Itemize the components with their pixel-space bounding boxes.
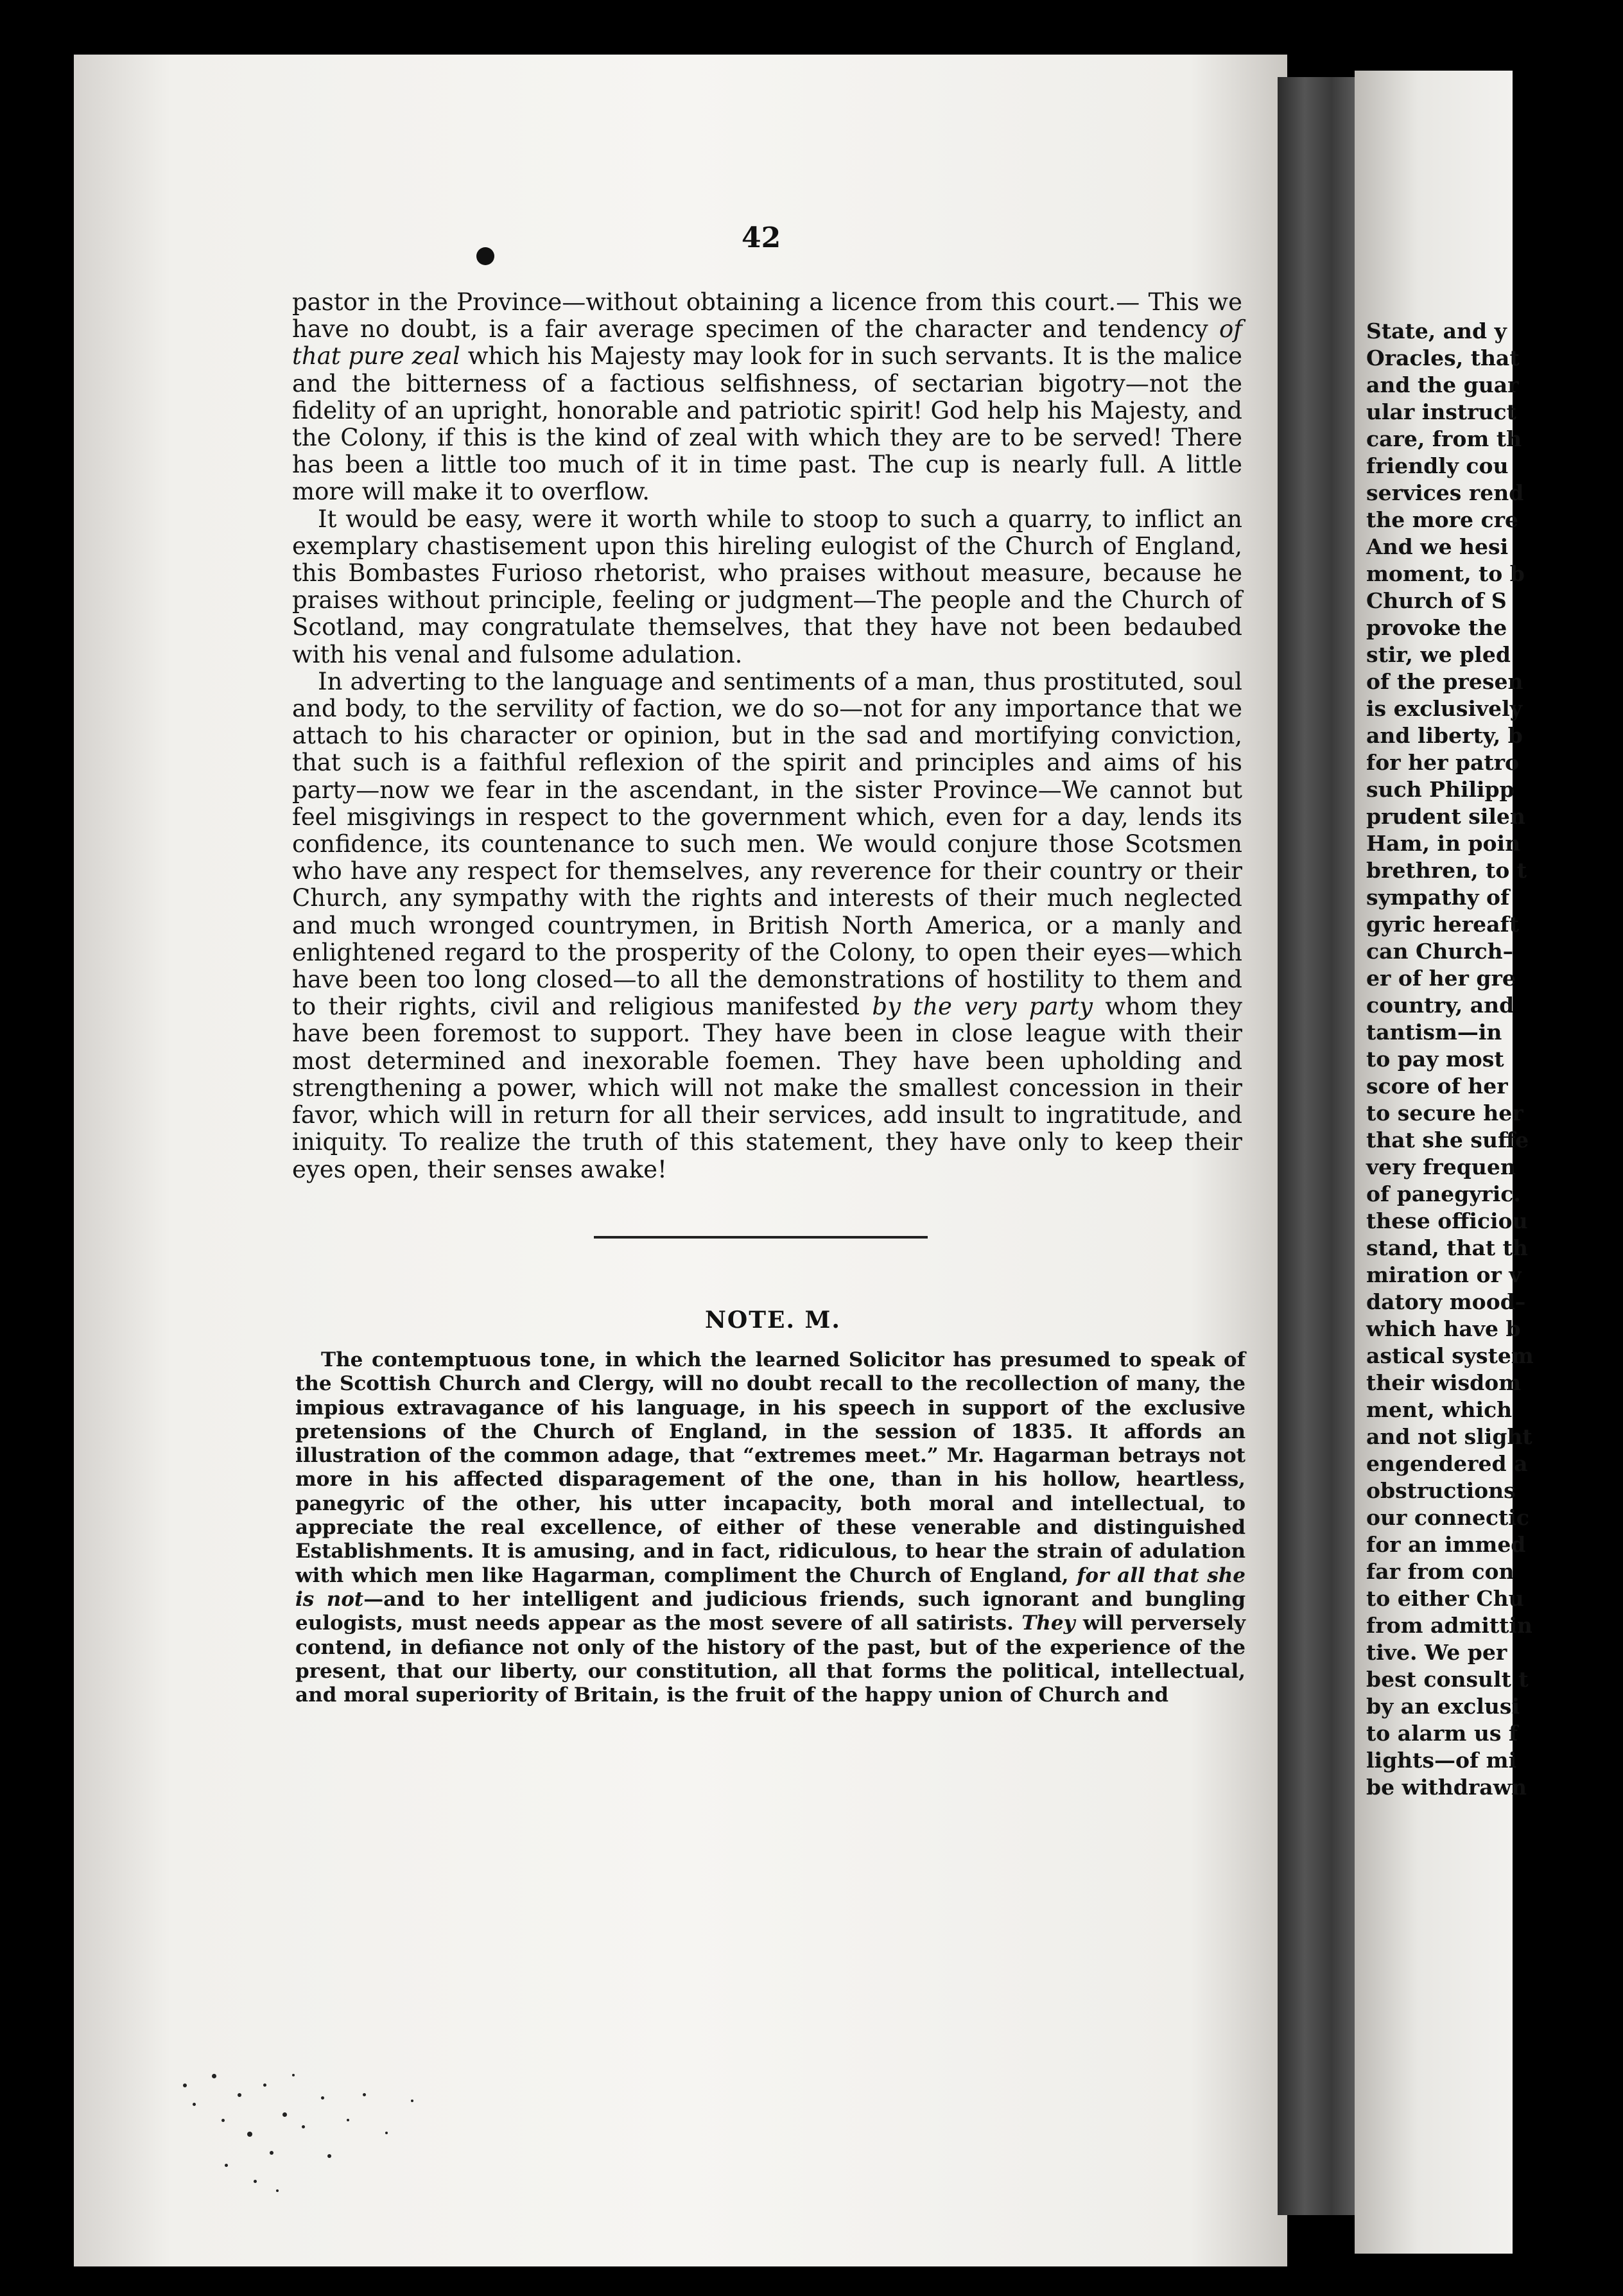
right-page-line: lights—of mi bbox=[1366, 1748, 1517, 1773]
ink-speck bbox=[347, 2119, 349, 2121]
paragraph-3: In adverting to the language and sentiments of a man, thus prostituted, soul and body, to the servility of faction, we do so—not for any importance that we attach to his character or opinion, but in the sad and mortifying conviction, that such is a faithful reflexion of the spirit and principles and aims of his party—now we fear in the ascendant, in the sister Province—We cannot but feel misgivings in respect to the government which, even for a day, lends its confidence, its countenance to such men. We would conjure those Scotsmen who have any respect for themselves, any reverence for their country or their Church, any sympathy with the rights and interests of their much neglected and much wronged countrymen, in British North America, or a manly and enlightened regard to the prosperity of the Colony, to open their eyes—which have been too long closed—to all the demonstrations of hostility to them and to their rights, civil and religious manifested by the very party whom they have been foremost to support. They have been in close league with their most determined and inexorable foemen. They have been upholding and strengthening a power, which will not make the smallest concession in their favor, which will in return for all their services, add insult to ingratitude, and iniquity. To realize the truth of this statement, they have only to keep their eyes open, their senses awake! bbox=[292, 667, 1243, 1183]
right-page-line: and liberty, b bbox=[1366, 723, 1523, 748]
right-page-line: can Church– bbox=[1366, 939, 1514, 964]
right-page-line: datory mood– bbox=[1366, 1289, 1526, 1314]
note-paragraph: The contemptuous tone, in which the learned Solicitor has presumed to speak of the Scottish Church and Clergy, will no doubt recall to the recollection of many, the impious extravagance of his language, in his speech in support of the exclusive pretensions of the Church of England, in the session of 1835. It affords an illustration of the common adage, that “extremes meet.” Mr. Hagarman betrays not more in his affected disparagement of the one, than in his hollow, heartless, panegyric of the other, his utter incapacity, both moral and intellectual, to appreciate the real excellence, of either of these venerable and distinguished Establishments. It is amusing, and in fact, ridiculous, to hear the strain of adulation with which men like Hagarman, compliment the Church of England, for all that she is not—and to her intelligent and judicious friends, such ignorant and bungling eulogists, must needs appear as the most severe of all satirists. They will perversely contend, in defiance not only of the history of the past, but of the experience of the present, that our liberty, our constitution, all that forms the political, intellectual, and moral superiority of Britain, is the fruit of the happy union of Church and bbox=[295, 1348, 1246, 1707]
ink-speck bbox=[193, 2103, 196, 2106]
right-page-line: gyric hereaft bbox=[1366, 912, 1519, 937]
right-page-line: engendered a bbox=[1366, 1451, 1528, 1476]
ink-speck bbox=[411, 2100, 413, 2102]
right-page-line: obstructions bbox=[1366, 1478, 1516, 1503]
right-page-line: be withdrawn bbox=[1366, 1775, 1527, 1800]
right-page-line: stir, we pled bbox=[1366, 642, 1511, 667]
page-right bbox=[1355, 71, 1534, 2254]
right-page-line: State, and y bbox=[1366, 318, 1507, 344]
right-page-line: by an exclusi bbox=[1366, 1694, 1520, 1719]
ink-speck bbox=[183, 2083, 187, 2087]
right-page-line: astical system bbox=[1366, 1343, 1534, 1368]
right-page-line: and the guar bbox=[1366, 372, 1519, 397]
book-spine bbox=[1278, 77, 1367, 2215]
right-page-line: moment, to b bbox=[1366, 561, 1525, 586]
ink-speck bbox=[327, 2154, 331, 2158]
paragraph-2: It would be easy, were it worth while to stoop to such a quarry, to inflict an exemplary chastisement upon this hireling eulogist of the Church of England, this Bombastes Furioso rhetorist, who praises without measure, because he praises without principle, feeling or judgment—The people and the Church of Scotland, may congratulate themselves, that they have not been bedaubed with his venal and fulsome adulation. bbox=[292, 505, 1242, 668]
right-page-line: of the presen bbox=[1366, 669, 1523, 694]
right-page-line: Oracles, that bbox=[1366, 345, 1520, 370]
right-page-line: sympathy of bbox=[1366, 885, 1510, 910]
ink-speck bbox=[247, 2132, 252, 2137]
right-page-line: Ham, in poin bbox=[1366, 831, 1521, 856]
right-page-line: to secure her bbox=[1366, 1100, 1523, 1126]
right-page-line: to alarm us f bbox=[1366, 1721, 1518, 1746]
ink-speck bbox=[282, 2112, 287, 2117]
right-page-line: tantism—in bbox=[1366, 1020, 1502, 1045]
ink-speck bbox=[363, 2093, 366, 2096]
ink-speck bbox=[221, 2119, 225, 2122]
right-page-line: for an immed bbox=[1366, 1532, 1526, 1557]
right-page-line: these officiou bbox=[1366, 1208, 1528, 1233]
ink-speck bbox=[254, 2180, 257, 2183]
right-page-line: er of her gre bbox=[1366, 966, 1516, 991]
ink-speck bbox=[385, 2132, 388, 2134]
right-page-line: to either Chu bbox=[1366, 1586, 1524, 1611]
right-page-line: ment, which bbox=[1366, 1397, 1513, 1422]
ink-speck bbox=[238, 2093, 241, 2097]
ink-speck bbox=[263, 2083, 266, 2087]
right-page-line: our connectic bbox=[1366, 1505, 1529, 1530]
right-page-line: is exclusively bbox=[1366, 696, 1522, 721]
note-title: NOTE. M. bbox=[705, 1307, 841, 1334]
ink-speck bbox=[276, 2189, 279, 2192]
right-page-line: friendly cou bbox=[1366, 453, 1509, 478]
right-page-line: that she suffe bbox=[1366, 1127, 1529, 1152]
right-page-line: their wisdom bbox=[1366, 1370, 1522, 1395]
right-page-line: such Philipp bbox=[1366, 777, 1515, 802]
right-page-line: for her patro bbox=[1366, 750, 1520, 775]
right-page-text bbox=[1366, 318, 1623, 1801]
paragraph-1: pastor in the Province—without obtaining a licence from this court.— This we have no doubt, is a fair average specimen of the character and tendency of that pure zeal which his Majesty may look for in such servants. It is the malice and the bitterness of a factious selfishness, of sectarian bigotry—not the fidelity of an upright, honorable and patriotic spirit! God help his Majesty, and the Colony, if this is the kind of zeal with which they are to be served! There has been a little too much of it in time past. The cup is nearly full. A little more will make it to overflow. bbox=[292, 288, 1242, 506]
main-text bbox=[292, 289, 1242, 1183]
ink-speck bbox=[270, 2151, 273, 2155]
section-divider bbox=[594, 1236, 928, 1239]
ink-speck bbox=[292, 2074, 295, 2076]
right-page-line: from admittin bbox=[1366, 1613, 1532, 1638]
right-page-line: the more cre bbox=[1366, 507, 1518, 532]
right-page-line: far from con bbox=[1366, 1559, 1515, 1584]
ink-speck bbox=[225, 2164, 228, 2167]
right-page-line: to pay most bbox=[1366, 1047, 1504, 1072]
right-page-line: of panegyric. bbox=[1366, 1181, 1521, 1206]
right-page-line: prudent silen bbox=[1366, 804, 1525, 829]
right-page-line: country, and bbox=[1366, 993, 1515, 1018]
ink-speck bbox=[321, 2096, 324, 2100]
page-number: 42 bbox=[742, 222, 781, 254]
right-page-line: ular instruct bbox=[1366, 399, 1516, 424]
right-page-line: provoke the bbox=[1366, 615, 1507, 640]
right-page-line: tive. We per bbox=[1366, 1640, 1507, 1665]
note-text bbox=[295, 1348, 1245, 1707]
right-page-line: services rend bbox=[1366, 480, 1524, 505]
right-page-line: which have b bbox=[1366, 1316, 1521, 1341]
right-page-line: score of her bbox=[1366, 1074, 1508, 1099]
right-page-line: and not slight bbox=[1366, 1424, 1532, 1449]
right-page-line: best consult t bbox=[1366, 1667, 1529, 1692]
right-page-line: care, from th bbox=[1366, 426, 1522, 451]
right-page-line: miration or v bbox=[1366, 1262, 1522, 1287]
ink-speck bbox=[302, 2125, 305, 2128]
ink-dot bbox=[476, 247, 494, 265]
right-page-line: brethren, to t bbox=[1366, 858, 1527, 883]
ink-speck bbox=[212, 2074, 216, 2078]
right-page-line: And we hesi bbox=[1366, 534, 1509, 559]
right-page-line: Church of S bbox=[1366, 588, 1507, 613]
right-page-line: stand, that th bbox=[1366, 1235, 1528, 1260]
right-page-line: very frequen bbox=[1366, 1154, 1516, 1179]
